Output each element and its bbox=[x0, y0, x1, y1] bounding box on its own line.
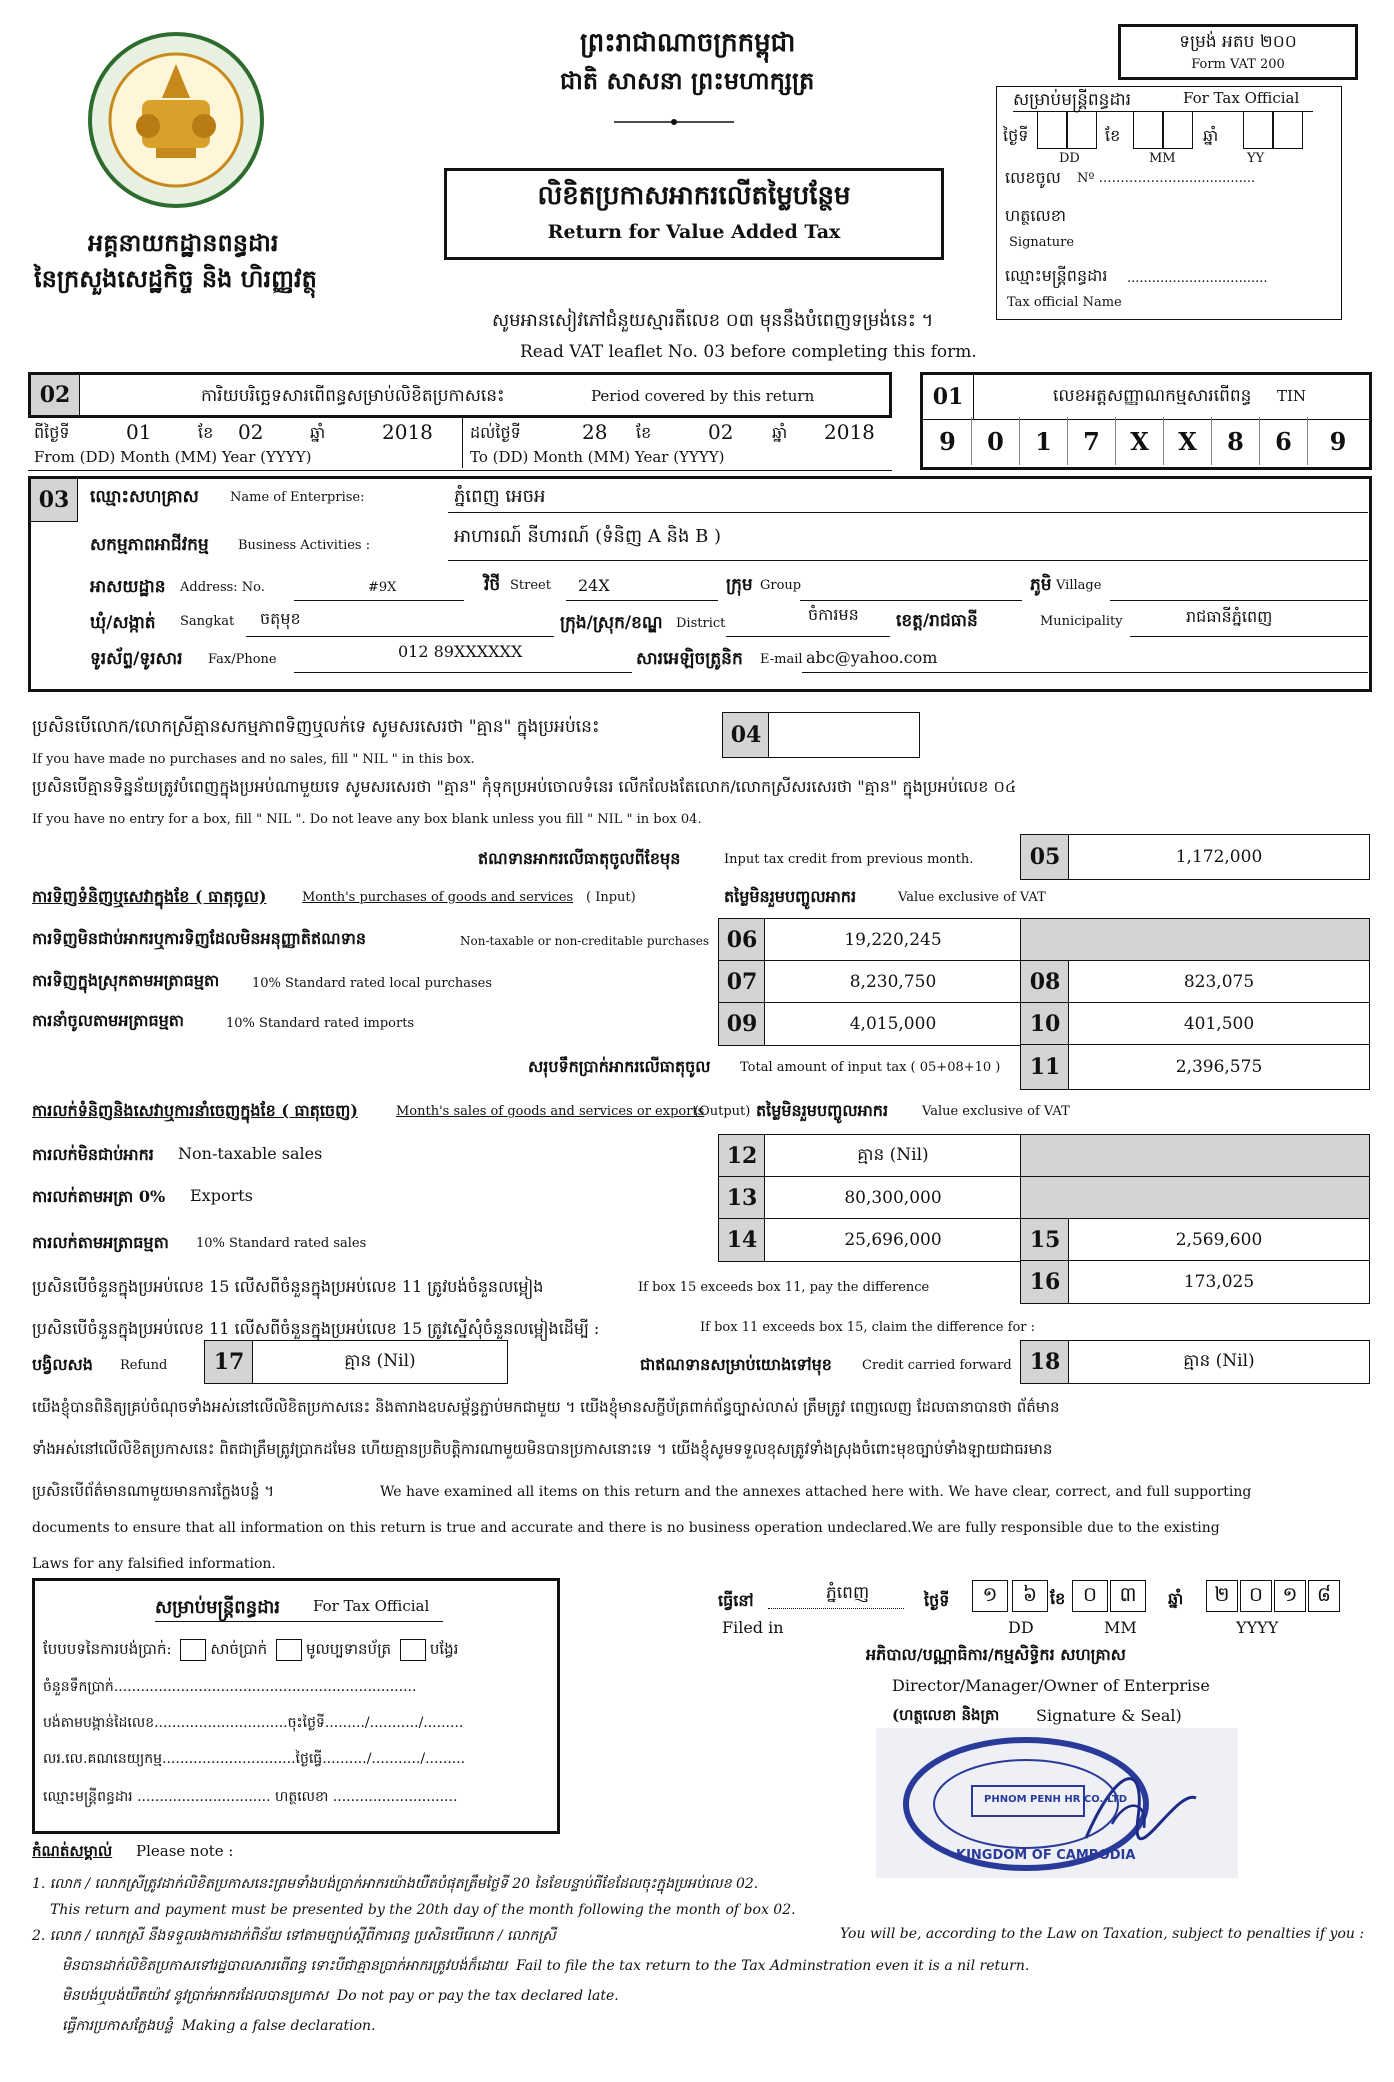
sangkat-label-en: Sangkat bbox=[180, 614, 235, 629]
official-top-box bbox=[996, 86, 1342, 320]
sales-value-exclusive-en: Value exclusive of VAT bbox=[922, 1104, 1070, 1119]
box12-number: 12 bbox=[718, 1134, 766, 1178]
bullet3-en: Making a false declaration. bbox=[181, 2018, 376, 2034]
transfer-option: បង្វែរ bbox=[429, 1640, 459, 1658]
box13-value[interactable]: 80,300,000 bbox=[764, 1176, 1022, 1220]
municipality-value[interactable]: រាជធានីភ្នំពេញ bbox=[1186, 607, 1273, 626]
to-day-value[interactable]: 28 bbox=[582, 420, 608, 444]
value-exclusive-en: Value exclusive of VAT bbox=[898, 890, 1046, 905]
bullet2-km: មិនបង់ឬបង់យឺតយ៉ាវ នូវប្រាក់អាករដែលបានប្រកាស bbox=[62, 1988, 329, 2004]
box17-number: 17 bbox=[204, 1340, 254, 1384]
box02-label-km: ការិយបរិច្ឆេទសារពើពន្ធសម្រាប់លិខិតប្រកាសនេះ bbox=[201, 386, 505, 406]
official-top-yy: YY bbox=[1247, 151, 1265, 166]
sales-value-exclusive-km: តម្លៃមិនរួមបញ្ចូលអាករ bbox=[756, 1101, 889, 1120]
r12-label-km: ការលក់មិនជាប់អាករ bbox=[32, 1145, 154, 1164]
form-code-km: ទម្រង់ អតប ២០០ bbox=[1179, 32, 1297, 52]
declaration-line1: យើងខ្ញុំបានពិនិត្យគ្រប់ចំណុចទាំងអស់នៅលើលិខិតប្រកាសនេះ និងតារាងឧបសម្ព័ន្ធភ្ជាប់មកជាមួយ ។ យើងខ្ញុំមានសក្ខីប័ត្រពាក់ព័ន្ធច្បាស់លាស់ ត្រឹមត្រូវ ពេញលេញ ដែលធានាបានថា ព័ត៌មាន bbox=[32, 1398, 1060, 1416]
box04-line1-km: ប្រសិនបើលោក/លោកស្រីគ្មានសកម្មភាពទិញឬលក់ទេ សូមសរសេរថា "គ្មាន" ក្នុងប្រអប់នេះ bbox=[32, 717, 600, 737]
business-activity-label-km: សកម្មភាពអាជីវកម្ម bbox=[90, 535, 209, 555]
bullet3-km: ធ្វើការប្រកាសក្លែងបន្លំ bbox=[62, 2018, 173, 2034]
to-month-value[interactable]: 02 bbox=[708, 420, 734, 444]
box01-label-km: លេខអត្តសញ្ញាណកម្មសារពើពន្ធ bbox=[1053, 386, 1252, 406]
filing-day-label: ថ្ងៃទី bbox=[924, 1591, 950, 1610]
bullet2-en: Do not pay or pay the tax declared late. bbox=[336, 1988, 619, 2004]
official-top-mm: MM bbox=[1149, 151, 1176, 166]
seal-ring-text: KINGDOM OF CAMBODIA bbox=[956, 1848, 1136, 1863]
company-seal bbox=[876, 1728, 1238, 1878]
street-label-en: Street bbox=[510, 578, 551, 593]
box11-value[interactable]: 2,396,575 bbox=[1068, 1044, 1370, 1090]
declaration-line2: ទាំងអស់នៅលើលិខិតប្រកាសនេះ ពិតជាត្រឹមត្រូវប្រាកដមែន ហើយគ្មានប្រតិបត្តិការណាមួយមិនបានប្រកាសនោះទេ ។ យើងខ្ញុំសូមទទួលខុសត្រូវទាំងស្រុងចំពោះមុខច្បាប់ទាំងឡាយជាធរមាន bbox=[32, 1440, 1053, 1458]
box12-blank bbox=[1020, 1134, 1370, 1178]
box06-value[interactable]: 19,220,245 bbox=[764, 918, 1022, 962]
filing-yyyy-caption: YYYY bbox=[1236, 1618, 1279, 1637]
official-top-title-en: For Tax Official bbox=[1183, 89, 1300, 107]
declaration-line5: Laws for any falsified information. bbox=[32, 1556, 276, 1572]
purchases-heading-input: ( Input) bbox=[586, 890, 636, 905]
reference-line: លរ.លេ.គណនេយ្យកម្ម..............................ថ្ងៃធ្វើ........../.........../......... bbox=[43, 1751, 466, 1767]
official-top-dd: DD bbox=[1059, 151, 1080, 166]
value-exclusive-km: តម្លៃមិនរួមបញ្ចូលអាករ bbox=[724, 887, 857, 906]
filing-year-digit[interactable]: ០ bbox=[1240, 1580, 1272, 1612]
box16-number: 16 bbox=[1020, 1260, 1070, 1304]
seal-company-text: PHNOM PENH HR CO.,LTD bbox=[984, 1794, 1127, 1805]
box10-number: 10 bbox=[1020, 1002, 1070, 1046]
filing-year-digit[interactable]: ២ bbox=[1206, 1580, 1238, 1612]
box16-value[interactable]: 173,025 bbox=[1068, 1260, 1370, 1304]
box14-value[interactable]: 25,696,000 bbox=[764, 1218, 1022, 1262]
receipt-line: បង់តាមបង្កាន់ដៃលេខ..............................ចុះថ្ងៃទី........./.........../......... bbox=[43, 1715, 464, 1731]
filed-in-label-km: ធ្វើនៅ bbox=[718, 1591, 754, 1610]
tin-digit[interactable]: 9 bbox=[1329, 426, 1347, 456]
bullet2 bbox=[62, 1986, 619, 2007]
box09-number: 09 bbox=[718, 1002, 766, 1046]
box04-number: 04 bbox=[722, 712, 770, 758]
street-label-km: វិថី bbox=[484, 575, 501, 595]
box04-line2-km: ប្រសិនបើគ្មានទិន្នន័យត្រូវបំពេញក្នុងប្រអប់ណាមួយទេ សូមសរសេរថា "គ្មាន" កុំទុកប្រអប់ចោលទំនេរ លើកលែងតែលោក/លោកស្រីសរសេរថា "គ្មាន" ក្នុងប្រអប់លេខ ០៤ bbox=[32, 777, 1017, 796]
form-title-box bbox=[444, 168, 944, 260]
district-label-km: ក្រុង/ស្រុក/ខណ្ឌ bbox=[560, 613, 663, 633]
box01-number: 01 bbox=[923, 375, 974, 420]
amount-line: ចំនួនទឹកប្រាក់.................................................................... bbox=[43, 1679, 417, 1695]
bullet1 bbox=[62, 1956, 1029, 1977]
enterprise-name-label-en: Name of Enterprise: bbox=[230, 490, 365, 505]
r14-label-en: 10% Standard rated sales bbox=[196, 1236, 367, 1251]
official-name-line: ឈ្មោះមន្ត្រីពន្ធដារ .............................. ហត្ថលេខា ............................ bbox=[43, 1789, 458, 1805]
sales-heading-km: ការលក់ទំនិញនិងសេវាឬការនាំចេញក្នុងខែ ( ធាតុចេញ) bbox=[32, 1101, 358, 1120]
to-caption: To (DD) Month (MM) Year (YYYY) bbox=[470, 448, 725, 466]
r17-lead-km: ប្រសិនបើចំនួនក្នុងប្រអប់លេខ 11 លើសពីចំនួនក្នុងប្រអប់លេខ 15 ត្រូវស្នើសុំចំនួនលម្អៀងដើម្បី : bbox=[32, 1319, 600, 1338]
payment-type-label: បែបបទនៃការបង់ប្រាក់: bbox=[43, 1640, 172, 1658]
official-top-title-km: សម្រាប់មន្ត្រីពន្ធដារ bbox=[1013, 90, 1132, 110]
sales-heading-output: (Output) bbox=[694, 1104, 751, 1119]
r05-label-en: Input tax credit from previous month. bbox=[724, 852, 974, 867]
sangkat-label-km: ឃុំ/សង្កាត់ bbox=[90, 613, 156, 633]
r17-label-en: Refund bbox=[120, 1358, 168, 1373]
box03-number: 03 bbox=[30, 478, 78, 522]
phone-label-km: ទូរស័ព្ទ/ទូរសារ bbox=[90, 649, 183, 669]
box05-number: 05 bbox=[1020, 834, 1070, 880]
dept-name-line2: នៃក្រសួងសេដ្ឋកិច្ច និង ហិរញ្ញវត្ថុ bbox=[34, 264, 317, 293]
from-caption: From (DD) Month (MM) Year (YYYY) bbox=[34, 448, 312, 466]
box09-value[interactable]: 4,015,000 bbox=[764, 1002, 1022, 1046]
box10-value[interactable]: 401,500 bbox=[1068, 1002, 1370, 1046]
box15-value[interactable]: 2,569,600 bbox=[1068, 1218, 1370, 1262]
official-top-year-km: ឆ្នាំ bbox=[1203, 126, 1219, 145]
village-label-km: ភូមិ bbox=[1030, 575, 1052, 595]
cheque-checkbox[interactable] bbox=[276, 1639, 302, 1661]
filed-in-place[interactable]: ភ្នំពេញ bbox=[826, 1583, 870, 1603]
tin-digit[interactable]: 6 bbox=[1260, 417, 1308, 465]
from-month-label: ខែ bbox=[198, 423, 214, 442]
r17-label-km: បង្វិលសង bbox=[32, 1355, 93, 1374]
r16-label-km: ប្រសិនបើចំនួនក្នុងប្រអប់លេខ 15 លើសពីចំនួនក្នុងប្រអប់លេខ 11 ត្រូវបង់ចំនួនលម្អៀង bbox=[32, 1277, 544, 1296]
official-bottom-title-en: For Tax Official bbox=[313, 1597, 430, 1615]
official-top-signature-km: ហត្ថលេខា bbox=[1005, 206, 1066, 225]
box02-header bbox=[28, 372, 892, 418]
box13-number: 13 bbox=[718, 1176, 766, 1220]
r11-label-en: Total amount of input tax ( 05+08+10 ) bbox=[740, 1060, 1001, 1075]
r06-label-en: Non-taxable or non-creditable purchases bbox=[460, 934, 710, 948]
r18-label-km: ជាឥណទានសម្រាប់យោងទៅមុខ bbox=[640, 1355, 832, 1374]
declaration-line3-en: We have examined all items on this return and the annexes attached here with. We have clear, correct, and full supporting bbox=[380, 1484, 1252, 1500]
leaflet-km: សូមអានសៀវភៅជំនួយស្មារតីលេខ ០៣ មុននឹងបំពេញទម្រង់នេះ ។ bbox=[492, 310, 934, 331]
box18-number: 18 bbox=[1020, 1340, 1070, 1384]
box15-number: 15 bbox=[1020, 1218, 1070, 1262]
box12-value[interactable]: គ្មាន (Nil) bbox=[764, 1134, 1022, 1178]
form-code-box bbox=[1118, 24, 1358, 80]
sales-heading-en: Month's sales of goods and services or exports bbox=[396, 1104, 705, 1119]
gdt-logo bbox=[86, 30, 266, 210]
kingdom-motto: ជាតិ សាសនា ព្រះមហាក្សត្រ bbox=[560, 66, 815, 95]
filed-in-label-en: Filed in bbox=[722, 1618, 784, 1637]
address-no-value[interactable]: #9X bbox=[368, 580, 397, 595]
tin-digit[interactable]: X bbox=[1116, 417, 1164, 465]
tin-digit[interactable]: 1 bbox=[1020, 417, 1068, 465]
r09-label-km: ការនាំចូលតាមអត្រាធម្មតា bbox=[32, 1011, 185, 1030]
transfer-checkbox[interactable] bbox=[400, 1639, 426, 1661]
ornament-divider bbox=[614, 112, 734, 122]
cash-checkbox[interactable] bbox=[180, 1639, 206, 1661]
official-top-day-km: ថ្ងៃទី bbox=[1003, 126, 1029, 145]
bullet1-en: Fail to file the tax return to the Tax Adminstration even it is a nil return. bbox=[516, 1958, 1030, 1974]
box07-value[interactable]: 8,230,750 bbox=[764, 960, 1022, 1004]
declaration-line3-km: ប្រសិនបើព័ត៌មានណាមួយមានការក្លែងបន្លំ ។ bbox=[32, 1482, 275, 1500]
group-label-km: ក្រុម bbox=[726, 575, 753, 595]
box08-value[interactable]: 823,075 bbox=[1068, 960, 1370, 1004]
from-year-label: ឆ្នាំ bbox=[310, 423, 326, 442]
note1-km: 1. លោក / លោកស្រីត្រូវដាក់លិខិតប្រកាសនេះព្រមទាំងបង់ប្រាក់អាករយ៉ាងយឺតបំផុតត្រឹមថ្ងៃទី 20 នៃខែបន្ទាប់ពីខែដែលចុះក្នុងប្រអប់លេខ 02. bbox=[32, 1876, 759, 1892]
r12-label-en: Non-taxable sales bbox=[178, 1144, 323, 1163]
filing-mm-caption: MM bbox=[1104, 1618, 1137, 1637]
official-top-name-km: ឈ្មោះមន្ត្រីពន្ធដារ bbox=[1005, 266, 1108, 285]
address-label-km: អាសយដ្ឋាន bbox=[90, 577, 166, 597]
form-title-km: លិខិតប្រកាសអាករលើតម្លៃបន្ថែម bbox=[537, 181, 851, 211]
district-label-en: District bbox=[676, 616, 726, 631]
tin-digit[interactable]: 8 bbox=[1212, 417, 1260, 465]
business-activity-label-en: Business Activities : bbox=[238, 538, 371, 553]
box18-value[interactable]: គ្មាន (Nil) bbox=[1068, 1340, 1370, 1384]
note1-en: This return and payment must be presented by the 20th day of the month following the month of box 02. bbox=[50, 1902, 796, 1918]
official-top-name-en: Tax official Name bbox=[1007, 295, 1122, 310]
box04-line2-en: If you have no entry for a box, fill " NIL ". Do not leave any box blank unless you fill " NIL " in box 04. bbox=[32, 812, 702, 827]
box14-number: 14 bbox=[718, 1218, 766, 1262]
filing-day-digit[interactable]: ១ bbox=[972, 1580, 1008, 1612]
purchases-heading-en: Month's purchases of goods and services bbox=[302, 890, 574, 905]
official-top-signature-en: Signature bbox=[1009, 235, 1075, 250]
dept-name-line1: អគ្គនាយកដ្ឋានពន្ធដារ bbox=[88, 228, 279, 257]
municipality-label-km: ខេត្ត/រាជធានី bbox=[896, 611, 978, 631]
box02-number: 02 bbox=[31, 375, 80, 415]
filing-year-digit[interactable]: ១ bbox=[1274, 1580, 1306, 1612]
signer-role-km: អភិបាល/បណ្ណាធិការ/កម្មសិទ្ធិករ សហគ្រាស bbox=[866, 1645, 1126, 1664]
box01-label-en: TIN bbox=[1277, 387, 1307, 405]
sangkat-value[interactable]: ចតុមុខ bbox=[260, 609, 301, 628]
box06-number: 06 bbox=[718, 918, 766, 962]
box07-number: 07 bbox=[718, 960, 766, 1004]
business-activity-value[interactable]: អាហារណ៍ នីហារណ៍ (ទំនិញ A និង B ) bbox=[454, 526, 722, 547]
enterprise-name-value[interactable]: ភ្នំពេញ អេចអ bbox=[454, 486, 546, 507]
signature-caption-km: (ហត្ថលេខា និងត្រា bbox=[892, 1706, 1000, 1724]
r07-label-en: 10% Standard rated local purchases bbox=[252, 976, 493, 991]
notes-title-km: កំណត់សម្គាល់ bbox=[32, 1842, 113, 1860]
box04-value[interactable] bbox=[768, 712, 920, 758]
tin-digit[interactable]: 7 bbox=[1068, 417, 1116, 465]
filing-month-digit[interactable]: ៣ bbox=[1110, 1580, 1146, 1612]
r13-label-km: ការលក់តាមអត្រា 0% bbox=[32, 1187, 166, 1206]
r18-label-en: Credit carried forward bbox=[862, 1358, 1012, 1373]
box04-line1-en: If you have made no purchases and no sales, fill " NIL " in this box. bbox=[32, 752, 475, 767]
box08-number: 08 bbox=[1020, 960, 1070, 1004]
box02-label-en: Period covered by this return bbox=[591, 387, 815, 405]
declaration-line4: documents to ensure that all information on this return is true and accurate and there is no business operation undeclared.We are fully responsible due to the existing bbox=[32, 1520, 1220, 1536]
box06-blank bbox=[1020, 918, 1370, 962]
tin-digit[interactable]: 9 bbox=[924, 417, 972, 465]
box17-value[interactable]: គ្មាន (Nil) bbox=[252, 1340, 508, 1384]
village-label-en: Village bbox=[1056, 578, 1102, 593]
r06-label-km: ការទិញមិនជាប់អាករឬការទិញដែលមិនអនុញ្ញាតិឥណទាន bbox=[32, 929, 367, 948]
group-label-en: Group bbox=[760, 578, 802, 593]
purchases-heading-km: ការទិញទំនិញឬសេវាក្នុងខែ ( ធាតុចូល) bbox=[32, 887, 267, 906]
filing-year-label: ឆ្នាំ bbox=[1168, 1589, 1184, 1608]
kingdom-title: ព្រះរាជាណាចក្រកម្ពុជា bbox=[580, 28, 796, 58]
email-label-km: សារអេឡិចត្រូនិក bbox=[636, 649, 743, 669]
bullet1-km: មិនបានដាក់លិខិតប្រកាសទៅរដ្ឋបាលសារពើពន្ធ ទោះបីជាគ្មានប្រាក់អាករត្រូវបង់ក៏ដោយ bbox=[62, 1958, 508, 1974]
r13-label-en: Exports bbox=[190, 1186, 253, 1205]
filing-year-digit[interactable]: ៨ bbox=[1308, 1580, 1340, 1612]
filing-dd-caption: DD bbox=[1008, 1618, 1034, 1637]
r17-lead-en: If box 11 exceeds box 15, claim the difference for : bbox=[700, 1320, 1035, 1335]
r11-label-km: សរុបទឹកប្រាក់អាករលើធាតុចូល bbox=[528, 1057, 711, 1076]
to-day-label: ដល់ថ្ងៃទី bbox=[470, 423, 521, 442]
leaflet-en: Read VAT leaflet No. 03 before completing this form. bbox=[520, 342, 977, 362]
r05-label-km: ឥណទានអាករលើធាតុចូលពីខែមុន bbox=[478, 849, 681, 868]
filing-month-label: ខែ bbox=[1050, 1589, 1066, 1608]
official-top-month-km: ខែ bbox=[1105, 126, 1121, 145]
box13-blank bbox=[1020, 1176, 1370, 1220]
phone-value[interactable]: 012 89XXXXXX bbox=[398, 642, 523, 661]
official-top-name-dots: .................................. bbox=[1127, 271, 1268, 286]
official-bottom-box bbox=[32, 1578, 560, 1834]
municipality-label-en: Municipality bbox=[1040, 614, 1123, 629]
from-year-value[interactable]: 2018 bbox=[382, 420, 433, 444]
form-code-en: Form VAT 200 bbox=[1191, 57, 1285, 72]
to-month-label: ខែ bbox=[636, 423, 652, 442]
phone-label-en: Fax/Phone bbox=[208, 652, 277, 667]
r16-label-en: If box 15 exceeds box 11, pay the difference bbox=[638, 1280, 930, 1295]
enterprise-name-label-km: ឈ្មោះសហគ្រាស bbox=[90, 487, 199, 507]
cash-option: សាច់ប្រាក់ bbox=[210, 1640, 268, 1658]
note2-km: 2. លោក / លោកស្រី នឹងទទួលរងការដាក់ពិន័យ ទៅតាមច្បាប់ស្តីពីការពន្ធ ប្រសិនបើលោក / លោកស្រី bbox=[32, 1928, 556, 1944]
to-year-value[interactable]: 2018 bbox=[824, 420, 875, 444]
r07-label-km: ការទិញក្នុងស្រុកតាមអត្រាធម្មតា bbox=[32, 971, 220, 990]
street-value[interactable]: 24X bbox=[578, 576, 610, 595]
r09-label-en: 10% Standard rated imports bbox=[226, 1016, 415, 1031]
to-year-label: ឆ្នាំ bbox=[772, 423, 788, 442]
box05-value[interactable]: 1,172,000 bbox=[1068, 834, 1370, 880]
from-month-value[interactable]: 02 bbox=[238, 420, 264, 444]
filing-month-digit[interactable]: ០ bbox=[1072, 1580, 1108, 1612]
cheque-option: មូលប្បទានប័ត្រ bbox=[305, 1640, 392, 1658]
filing-day-digit[interactable]: ៦ bbox=[1012, 1580, 1048, 1612]
payment-type-row bbox=[43, 1639, 458, 1662]
bullet3 bbox=[62, 2016, 375, 2037]
signer-role-en: Director/Manager/Owner of Enterprise bbox=[892, 1676, 1210, 1695]
official-top-number-km: លេខចូល bbox=[1005, 168, 1061, 187]
email-label-en: E-mail bbox=[760, 652, 803, 667]
box11-number: 11 bbox=[1020, 1044, 1070, 1090]
notes-title-en: Please note : bbox=[136, 1842, 234, 1860]
tin-digit[interactable]: 0 bbox=[972, 417, 1020, 465]
official-top-number-en: Nº ………………................... bbox=[1077, 171, 1256, 186]
r14-label-km: ការលក់តាមអត្រាធម្មតា bbox=[32, 1233, 169, 1252]
signature-caption-en: Signature & Seal) bbox=[1036, 1706, 1182, 1725]
form-title-en: Return for Value Added Tax bbox=[547, 221, 841, 243]
from-day-value[interactable]: 01 bbox=[126, 420, 152, 444]
district-value[interactable]: ចំការមន bbox=[808, 605, 859, 624]
email-value[interactable]: abc@yahoo.com bbox=[806, 648, 938, 667]
address-label-en: Address: No. bbox=[180, 580, 265, 595]
from-day-label: ពីថ្ងៃទី bbox=[34, 423, 70, 442]
tin-digit[interactable]: X bbox=[1164, 417, 1212, 465]
official-bottom-title-km: សម្រាប់មន្ត្រីពន្ធដារ bbox=[155, 1597, 280, 1618]
note2-en: You will be, according to the Law on Taxation, subject to penalties if you : bbox=[840, 1926, 1365, 1942]
